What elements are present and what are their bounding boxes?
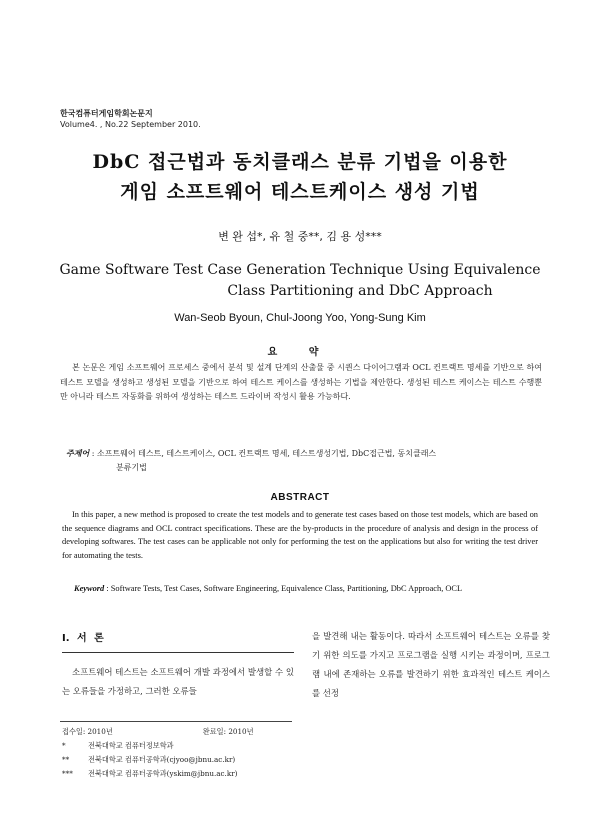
completed-date: 완료일: 2010년 [202, 727, 254, 736]
title-en-line-1: Game Software Test Case Generation Technique Using Equivalence [59, 262, 541, 278]
footnote-item [62, 739, 254, 753]
footnote-text: 전북대학교 컴퓨터공학과(cjyoo@jbnu.ac.kr) [88, 755, 236, 764]
title-ko-line-2: 게임 소프트웨어 테스트케이스 생성 기법 [120, 181, 480, 203]
footnote-mark: ** [62, 755, 70, 764]
journal-name: 한국컴퓨터게임학회논문지 [60, 109, 153, 118]
keywords-english-text: : Software Tests, Test Cases, Software Engineering, Equivalence Class, Partitioning, DbC Approach, OCL [106, 584, 463, 593]
abstract-english-heading: ABSTRACT [270, 492, 330, 503]
journal-volume: Volume4. , No.22 September 2010. [60, 120, 201, 129]
received-date: 접수일: 2010년 [62, 727, 113, 736]
abstract-english-body: In this paper, a new method is proposed to create the test models and to generate test cases based on those test models, which are based on the sequence diagrams and OCL contract specifications. These are the by-products in the procedure of analysis and design in the process of developing softwares. The test cases can be applicable not only for performing the test on the applications but also for writing the test driver for automating the tests. [62, 510, 538, 560]
keywords-korean-line-1: : 소프트웨어 테스트, 테스트케이스, OCL 컨트랙트 명세, 테스트생성기법, DbC접근법, 동치클래스 [91, 449, 437, 458]
paper-title-english [40, 260, 560, 302]
footnote-rule [60, 721, 292, 722]
keywords-korean-line-2: 분류기법 [116, 463, 147, 472]
section-heading-rule [62, 652, 294, 653]
title-en-line-2: Class Partitioning and DbC Approach [227, 283, 493, 299]
journal-header [60, 108, 201, 130]
introduction-left-column: 소프트웨어 테스트는 소프트웨어 개발 과정에서 발생할 수 있는 오류들을 가정하고, 그러한 오류들 [62, 667, 294, 696]
keywords-english-label: Keyword [74, 584, 105, 593]
authors-english: Wan-Seob Byoun, Chul-Joong Yoo, Yong-Sung Kim [174, 312, 426, 324]
abstract-korean-body: 본 논문은 게임 소프트웨어 프로세스 중에서 분석 및 설계 단계의 산출물 중 시퀀스 다이어그램과 OCL 컨트랙트 명세를 기반으로 하여 테스트 모델을 생성하고 생성된 모델을 기반으로 하여 테스트 케이스를 생성하는 기법을 제안한다. 생성된 테스트 케이스는 테스트 수행뿐만 아니라 테스트 자동화를 위하여 생성하는 테스트 드라이버 작성시 활용 가능하다. [60, 363, 542, 401]
title-ko-line-1: DbC 접근법과 동치클래스 분류 기법을 이용한 [92, 151, 508, 173]
keywords-korean-label: 주제어 [66, 448, 90, 458]
footnote-text: 전북대학교 컴퓨터정보학과 [88, 741, 174, 750]
authors-korean: 변 완 섭*, 유 철 중**, 김 용 성*** [218, 230, 382, 243]
footnote-text: 전북대학교 컴퓨터공학과(yskim@jbnu.ac.kr) [88, 769, 238, 778]
paper-title-korean [40, 147, 560, 207]
footnote-mark: * [62, 741, 66, 750]
abstract-korean-heading: 요 약 [267, 347, 333, 358]
footnotes [62, 725, 254, 781]
footnote-dates [62, 725, 254, 739]
footnote-item [62, 767, 254, 781]
introduction-right-column: 을 발견해 내는 활동이다. 따라서 소프트웨어 테스트는 오류를 찾기 위한 의도를 가지고 프로그램을 실행 시키는 과정이며, 프로그램 내에 존재하는 오류를 발견하기 위한 효과적인 테스트 케이스를 선정 [312, 631, 550, 698]
keywords-english [74, 584, 544, 593]
footnote-item [62, 753, 254, 767]
footnote-mark: *** [62, 769, 73, 778]
section-heading-introduction: Ⅰ. 서 론 [62, 633, 104, 644]
keywords-korean [66, 446, 536, 475]
